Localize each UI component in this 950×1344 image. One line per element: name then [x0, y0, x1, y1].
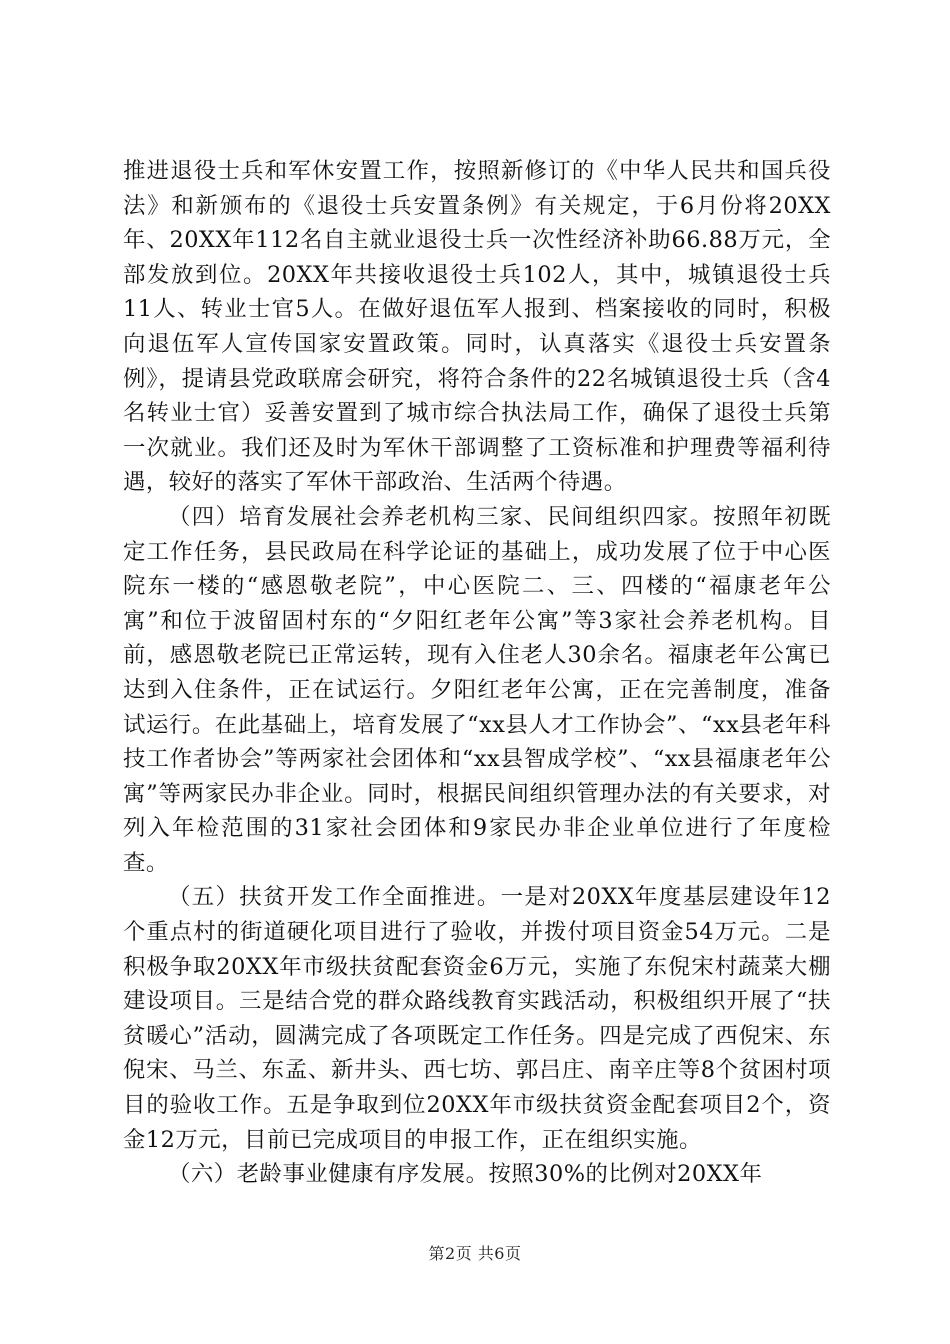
paragraph-veteran-placement: 推进退役士兵和军休安置工作，按照新修订的《中华人民共和国兵役法》和新颁布的《退役士兵安置条例》有关规定，于6月份将20XX年、20XX年112名自主就业退役士兵一次性经济补助66.88万元，全部发放到位。20XX年共接收退役士兵102人，其中，城镇退役士兵11人、转业士官5人。在做好退伍军人报到、档案接收的同时，积极向退伍军人宣传国家安置政策。同时，认真落实《退役士兵安置条例》，提请县党政联席会研究，将符合条件的22名城镇退役士兵（含4名转业士官）妥善安置到了城市综合执法局工作，确保了退役士兵第一次就业。我们还及时为军休干部调整了工资标准和护理费等福利待遇，较好的落实了军休干部政治、生活两个待遇。: [123, 158, 831, 496]
paragraph-elderly-care-institutions: （四）培育发展社会养老机构三家、民间组织四家。按照年初既定工作任务，县民政局在科学论证的基础上，成功发展了位于中心医院东一楼的“感恩敬老院”，中心医院二、三、四楼的“福康老年公寓”和位于波留固村东的“夕阳红老年公寓”等3家社会养老机构。目前，感恩敬老院已正常运转，现有入住老人30余名。福康老年公寓已达到入住条件，正在试运行。夕阳红老年公寓，正在完善制度，准备试运行。在此基础上，培育发展了“xx县人才工作协会”、“xx县老年科技工作者协会”等两家社会团体和“xx县智成学校”、“xx县福康老年公寓”等两家民办非企业。同时，根据民间组织管理办法的有关要求，对列入年检范围的31家社会团体和9家民办非企业单位进行了年度检查。: [123, 503, 831, 876]
paragraph-aging-affairs: （六）老龄事业健康有序发展。按照30%的比例对20XX年: [168, 1161, 763, 1188]
document-body: [123, 154, 831, 1192]
paragraph-poverty-alleviation: （五）扶贫开发工作全面推进。一是对20XX年度基层建设年12个重点村的街道硬化项目进行了验收，并拨付项目资金54万元。二是积极争取20XX年市级扶贫配套资金6万元，实施了东倪宋村蔬菜大棚建设项目。三是结合党的群众路线教育实践活动，积极组织开展了“扶贫暖心”活动，圆满完成了各项既定工作任务。四是完成了西倪宋、东倪宋、马兰、东孟、新井头、西七坊、郭吕庄、南辛庄等8个贫困村项目的验收工作。五是争取到位20XX年市级扶贫资金配套项目2个，资金12万元，目前已完成项目的申报工作，正在组织实施。: [123, 884, 831, 1153]
page-footer: 第2页 共6页: [428, 1244, 522, 1263]
